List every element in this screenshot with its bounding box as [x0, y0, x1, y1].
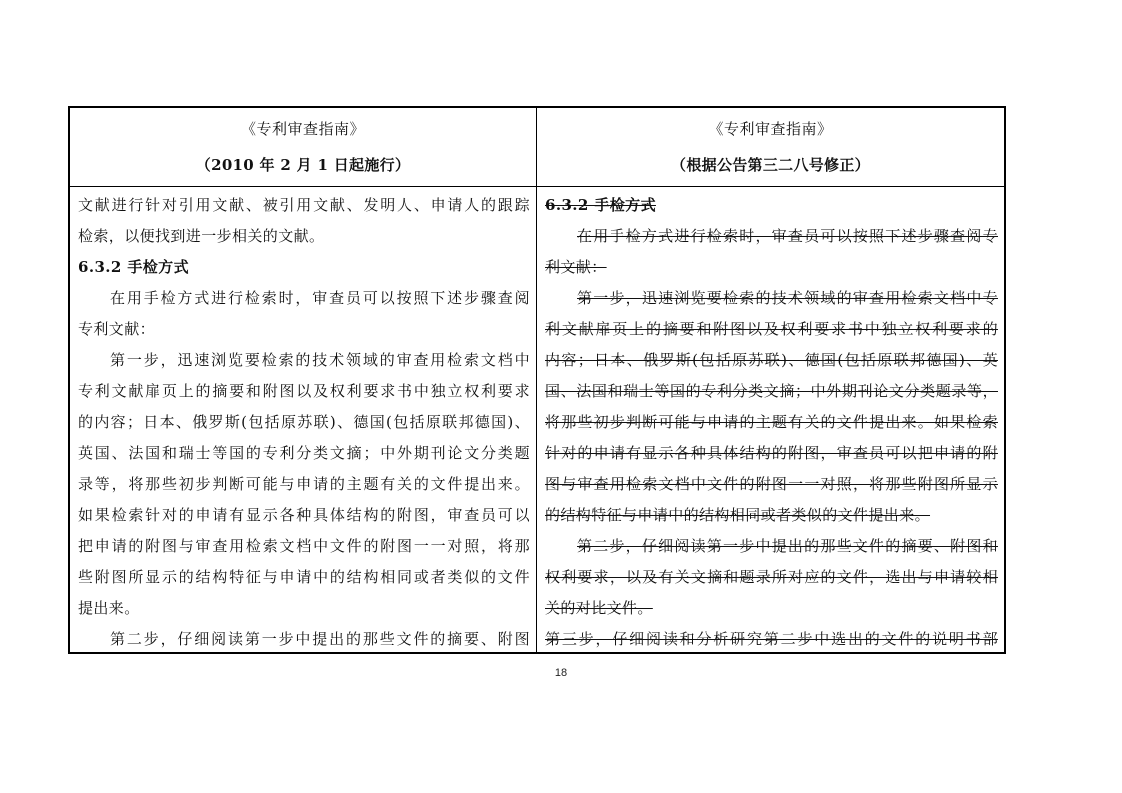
left-text-line: 第二步，仔细阅读第一步中提出的那些文件的摘要、附图 [110, 630, 530, 648]
left-text-line: 录等，将那些初步判断可能与申请的主题有关的文件提出来。 [78, 475, 530, 493]
left-text-line: 专利文献扉页上的摘要和附图以及权利要求书中独立权利要求 [78, 382, 530, 400]
header-left-subtitle: （2010 年 2 月 1 日起施行） [195, 156, 411, 174]
right-text-line: 权利要求，以及有关文摘和题录所对应的文件，选出与申请较相 [545, 568, 998, 586]
page-number: 18 [554, 667, 568, 679]
right-text-line: 关的对比文件。 [545, 599, 653, 617]
right-text-line: 第三步，仔细阅读和分析研究第二步中选出的文件的说明书部 [545, 630, 998, 648]
header-right-title: 《专利审查指南》 [708, 120, 833, 138]
left-text-line: 第一步，迅速浏览要检索的技术领域的审查用检索文档中 [110, 351, 530, 369]
header-left-cell [70, 108, 537, 186]
left-text-line: 检索，以便找到进一步相关的文献。 [78, 227, 325, 245]
right-text-line: 图与审查用检索文档中文件的附图一一对照，将那些附图所显示 [545, 475, 998, 493]
right-text-line: 利文献扉页上的摘要和附图以及权利要求书中独立权利要求的 [545, 320, 998, 338]
right-text-line: 国、法国和瑞士等国的专利分类文摘；中外期刊论文分类题录等， [545, 382, 998, 400]
right-text-line: 在用手检方式进行检索时，审查员可以按照下述步骤查阅专 [577, 227, 998, 245]
right-text-line: 将那些初步判断可能与申请的主题有关的文件提出来。如果检索 [545, 413, 998, 431]
table-header-row [70, 108, 1004, 187]
right-text-line: 内容；日本、俄罗斯(包括原苏联)、德国(包括原联邦德国)、英 [545, 351, 998, 369]
left-section-heading: 6.3.2 手检方式 [78, 258, 189, 276]
right-text-line: 第二步，仔细阅读第一步中提出的那些文件的摘要、附图和 [577, 537, 998, 555]
left-text-line: 些附图所显示的结构特征与申请中的结构相同或者类似的文件 [78, 568, 530, 586]
right-text-line: 第一步，迅速浏览要检索的技术领域的审查用检索文档中专 [577, 289, 998, 307]
left-text-line: 的内容；日本、俄罗斯(包括原苏联)、德国(包括原联邦德国)、 [78, 413, 530, 431]
header-right-cell [537, 108, 1004, 186]
right-text-line: 针对的申请有显示各种具体结构的附图，审查员可以把申请的附 [545, 444, 998, 462]
right-text-line: 利文献： [545, 258, 607, 276]
header-left-title: 《专利审查指南》 [240, 120, 365, 138]
right-column-revised-text [537, 187, 1004, 652]
left-text-line: 把申请的附图与审查用检索文档中文件的附图一一对照，将那 [78, 537, 530, 555]
right-text-line: 的结构特征与申请中的结构相同或者类似的文件提出来。 [545, 506, 931, 524]
right-section-heading: 6.3.2 手检方式 [545, 196, 656, 214]
comparison-table [68, 106, 1006, 654]
left-text-line: 如果检索针对的申请有显示各种具体结构的附图，审查员可以 [78, 506, 530, 524]
left-text-line: 提出来。 [78, 599, 140, 617]
left-text-line: 英国、法国和瑞士等国的专利分类文摘；中外期刊论文分类题 [78, 444, 530, 462]
left-column-original-text [70, 187, 537, 652]
header-right-subtitle: （根据公告第三二八号修正） [671, 156, 870, 174]
left-text-line: 文献进行针对引用文献、被引用文献、发明人、申请人的跟踪 [78, 196, 530, 214]
left-text-line: 在用手检方式进行检索时，审查员可以按照下述步骤查阅 [110, 289, 530, 307]
table-body-row [70, 187, 1004, 652]
left-text-line: 专利文献： [78, 320, 156, 338]
